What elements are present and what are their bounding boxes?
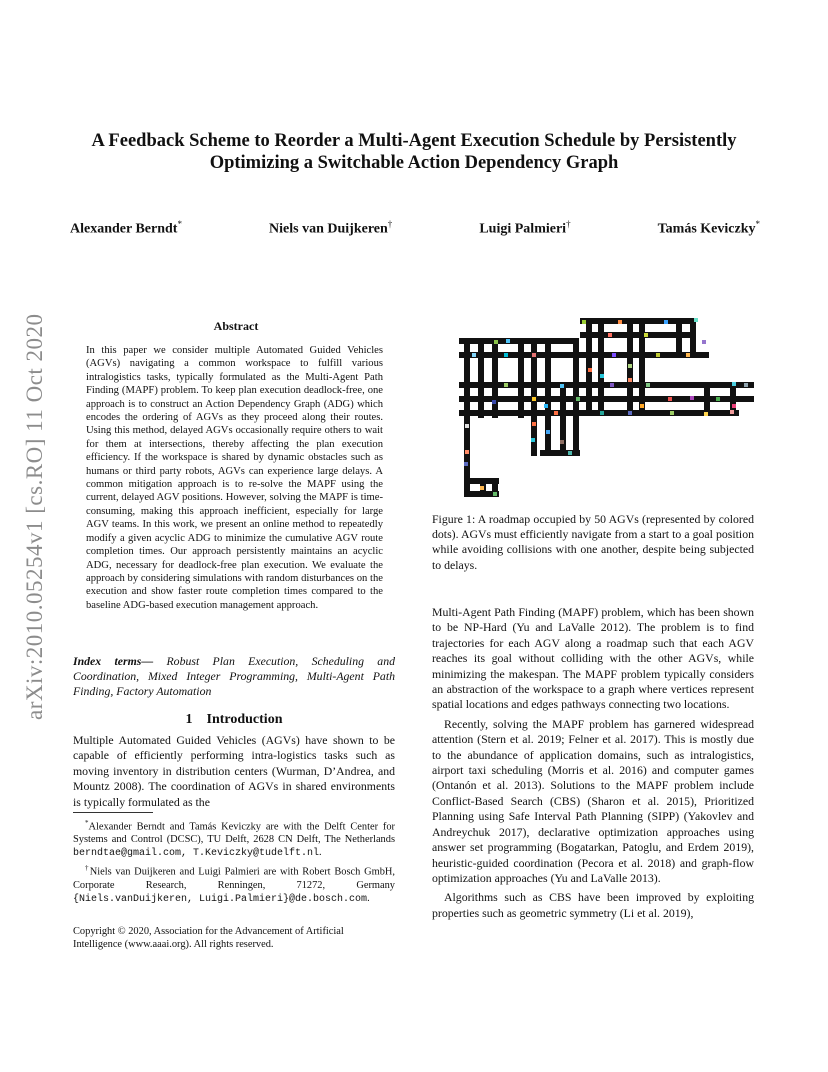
paragraph: Multi-Agent Path Finding (MAPF) problem, which has been shown to be NP-Hard (Yu and LaValle 2012). The problem is to find trajectories for each AGV along a roadmap such that each AGV reaches its goal without colliding with the other AGVs, while minimizing the makespan. The MAPF problem typically considers an abstraction of the workspace to a graph where vertices represent spatial locations and edges pathways connecting two locations. <box>432 605 754 712</box>
figure-caption: Figure 1: A roadmap occupied by 50 AGVs (represented by colored dots). AGVs must efficiently navigate from a start to a goal position while avoiding collisions with one another, despite being subjected to delays. <box>432 512 754 572</box>
title-line-2: Optimizing a Switchable Action Dependency Graph <box>209 153 619 173</box>
right-column-text <box>432 605 754 921</box>
author: Tamás Keviczky* <box>657 219 760 237</box>
title-line-1: A Feedback Scheme to Reorder a Multi-Agent Execution Schedule by Persistently <box>91 131 737 151</box>
abstract-heading: Abstract <box>213 319 259 333</box>
roadmap-corridors <box>459 318 754 497</box>
paragraph: Recently, solving the MAPF problem has garnered widespread attention (Stern et al. 2019; Felner et al. 2017). This is mostly due to the abundance of application domains, such as intralogistics, airport taxi scheduling (Morris et al. 2016) and computer games (Ontanón et al. 2013). Solutions to the MAPF problem include Conflict-Based Search (CBS) (Sharon et al. 2015), Prioritized Planning using Safe Interval Path Planning (SIPP) (Yakovlev and Andreychuk 2017), declarative optimization approaches using answer set programming (Bogatarkan, Patoglu, and Erdem 2019), heuristic-guided coordination (Pecora et al. 2018) and graph-flow optimization approaches (Yu and LaValle 2013). <box>432 716 754 885</box>
intro-paragraph: Multiple Automated Guided Vehicles (AGVs) have shown to be capable of efficiently performing intra-logistics tasks such as moving inventory in distribution centers (Wurman, D’Andrea, and Mountz 2008). The coordination of AGVs in shared environments is typically formulated as the <box>73 733 395 809</box>
roadmap-illustration <box>432 300 754 505</box>
author-list <box>70 219 760 238</box>
index-terms-label: Index terms— <box>73 654 154 668</box>
author: Alexander Berndt* <box>70 219 182 237</box>
footnotes <box>73 817 395 908</box>
paper-title <box>60 130 768 174</box>
paragraph: Algorithms such as CBS have been improved by exploiting properties such as geometric symmetry (Li et al. 2019), <box>432 890 754 920</box>
copyright-notice: Copyright © 2020, Association for the Advancement of Artificial Intelligence (www.aaai.org). All rights reserved. <box>73 926 344 950</box>
footnote-1: *Alexander Berndt and Tamás Keviczky are with the Delft Center for Systems and Control (DCSC), TU Delft, 2628 CN Delft, The Netherlands berndtae@gmail.com, T.Keviczky@tudelft.nl. <box>73 819 395 860</box>
abstract-body: In this paper we consider multiple Automated Guided Vehicles (AGVs) navigating a common workspace to fulfill various intralogistics tasks, typically formulated as the Multi-Agent Path Finding (MAPF) problem. To keep plan execution deadlock-free, one approach is to construct an Action Dependency Graph (ADG) which encodes the ordering of AGVs as they proceed along their routes. Using this method, delayed AGVs occasionally require others to wait for them at intersections, thereby affecting the plan execution efficiency. If the workspace is shared by dynamic obstacles such as humans or third party robots, AGVs can experience large delays. A common mitigation approach is to re-solve the MAPF using the current, delayed AGV positions. However, solving the MAPF is time-consuming, making this approach inefficient, especially for large AGV teams. In this work, we present an online method to repeatedly modify a given acyclic ADG to minimize the cumulative AGV route completion times. Our approach persistently maintains an acyclic ADG, necessary for deadlock-free plan execution. We evaluate the approach by considering simulations with random disturbances on the execution and show faster route completion times compared to the baseline ADG-based execution management approach. <box>86 345 383 611</box>
index-terms <box>73 654 395 699</box>
roadmap-figure <box>432 300 754 505</box>
author: Niels van Duijkeren† <box>269 219 393 237</box>
footnote-2: †Niels van Duijkeren and Luigi Palmieri are with Robert Bosch GmbH, Corporate Research, Renningen, 71272, Germany {Niels.vanDuijkeren, Luigi.Palmieri}@de.bosch.com. <box>73 864 395 905</box>
index-terms-text: Robust Plan Execution, Scheduling and Coordination, Mixed Integer Programming, Multi-Agent Path Finding, Factory Automation <box>73 654 395 698</box>
section-heading-introduction: 1 Introduction <box>185 712 283 727</box>
footnote-divider <box>73 812 153 813</box>
author: Luigi Palmieri† <box>479 219 571 237</box>
arxiv-stamp: arXiv:2010.05254v1 [cs.RO] 11 Oct 2020 <box>22 313 47 720</box>
